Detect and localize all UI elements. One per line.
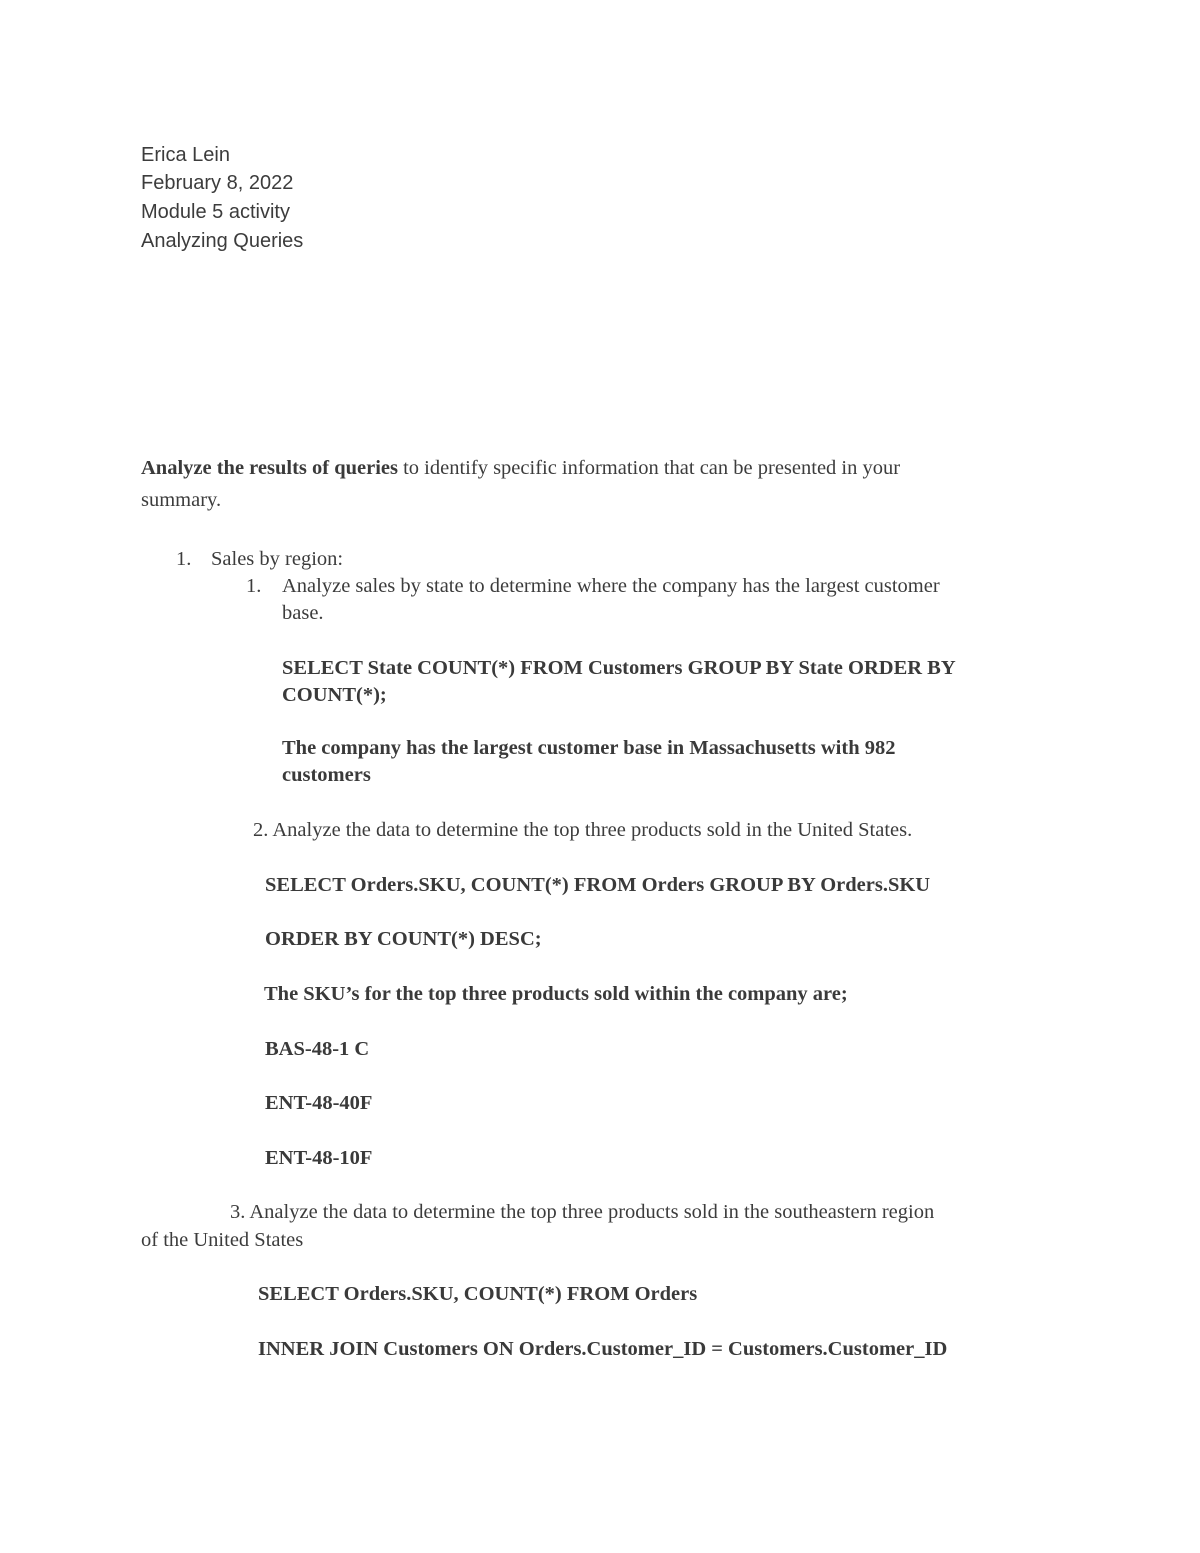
section-label: Sales by region: (211, 548, 344, 570)
sku-item: BAS-48-1 C (265, 1038, 370, 1060)
intro-bold-lead: Analyze the results of queries (141, 457, 398, 479)
item3-text-line-1: 3. Analyze the data to determine the top three products sold in the southeastern region (230, 1201, 935, 1223)
item1-query-line-1: SELECT State COUNT(*) FROM Customers GROUP BY State ORDER BY (282, 657, 956, 679)
item1-answer-line-2: customers (282, 764, 371, 786)
item2-text: 2. Analyze the data to determine the top three products sold in the United States. (253, 819, 913, 841)
item2-answer-intro: The SKU’s for the top three products sold within the company are; (264, 983, 848, 1005)
item2-query-line-1: SELECT Orders.SKU, COUNT(*) FROM Orders GROUP BY Orders.SKU (265, 874, 931, 896)
item1-text-line-2: base. (282, 602, 324, 624)
document-date: February 8, 2022 (141, 172, 294, 194)
sku-item: ENT-48-40F (265, 1092, 373, 1114)
intro-rest: to identify specific information that can be presented in your (397, 457, 901, 479)
item3-text-line-2: of the United States (141, 1229, 304, 1251)
item2-query-line-2: ORDER BY COUNT(*) DESC; (265, 928, 542, 950)
item1-text-line-1: Analyze sales by state to determine where the company has the largest customer (282, 575, 940, 597)
author-name: Erica Lein (141, 144, 230, 166)
sku-item: ENT-48-10F (265, 1147, 373, 1169)
list-number-1: 1. (176, 548, 192, 570)
item1-answer-line-1: The company has the largest customer base in Massachusetts with 982 (282, 737, 896, 759)
item3-query-line-1: SELECT Orders.SKU, COUNT(*) FROM Orders (258, 1283, 698, 1305)
item3-query-line-2: INNER JOIN Customers ON Orders.Customer_ID = Customers.Customer_ID (258, 1338, 948, 1360)
intro-line-2: summary. (141, 489, 222, 511)
intro-line-1 (141, 458, 900, 479)
module-name: Module 5 activity (141, 201, 290, 223)
item1-query-line-2: COUNT(*); (282, 684, 387, 706)
sublist-number-1: 1. (246, 575, 262, 597)
document-title: Analyzing Queries (141, 230, 304, 252)
